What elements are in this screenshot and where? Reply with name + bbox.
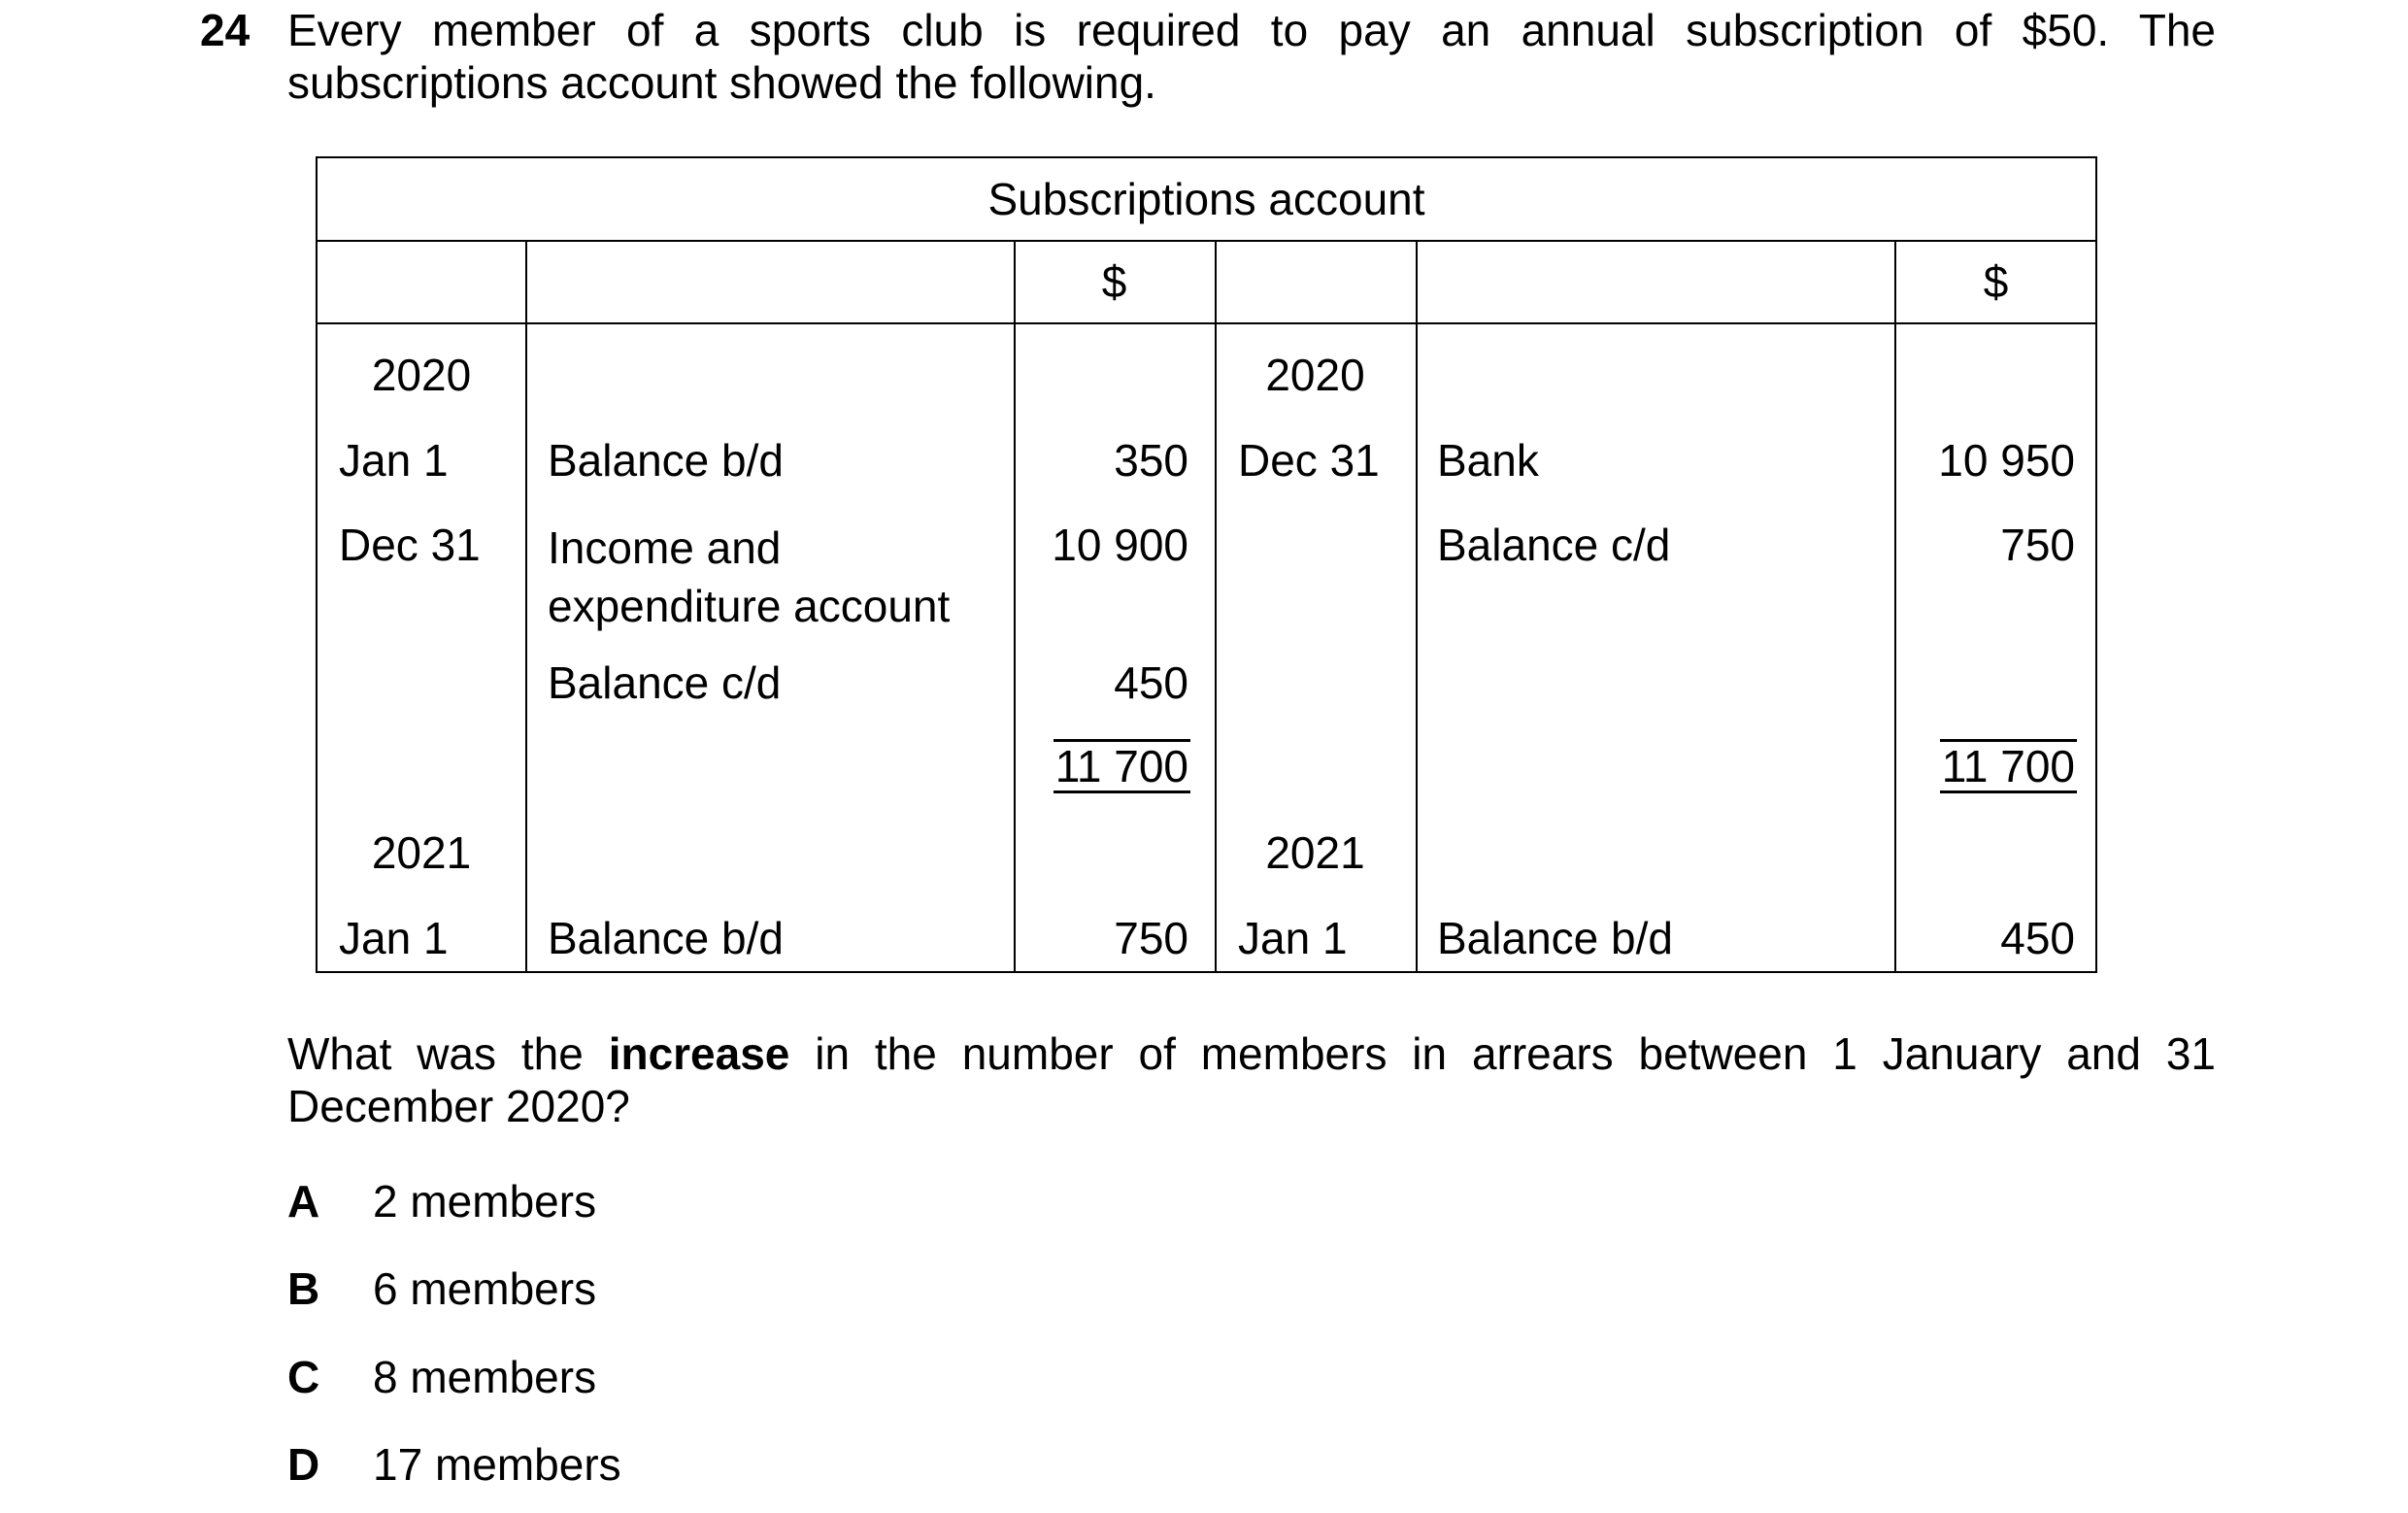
option-text: 6 members [373,1263,597,1314]
question-stem: Every member of a sports club is required to pay an annual subscription of $50. The subscriptions account showed the following. [287,5,2216,108]
option-a[interactable] [287,1175,596,1227]
column-divider [1416,240,1418,971]
debit-year-2020: 2020 [371,350,472,400]
prompt-text-before: What was the [287,1028,584,1079]
credit-row-detail: Bank [1437,435,1539,486]
debit-row-date: Dec 31 [339,520,481,570]
table-title [318,158,2095,242]
debit-currency-header: $ [1101,256,1127,307]
debit-row-amount: 450 [1114,657,1188,708]
question-number: 24 [200,5,251,55]
prompt-emphasis: increase [608,1028,790,1079]
option-text: 2 members [373,1176,597,1227]
debit-bd-date: Jan 1 [339,913,449,963]
credit-currency-header: $ [1983,256,2009,307]
credit-bd-detail: Balance b/d [1437,913,1673,963]
option-letter: C [287,1352,320,1402]
column-divider [1894,240,1896,971]
option-d[interactable] [287,1438,621,1491]
debit-bd-amount: 750 [1114,913,1188,963]
debit-total [1014,739,1190,793]
debit-row-detail: Balance b/d [548,435,784,486]
prompt-text-after: in the number of members in arrears between 1 January and 31 December 2020? [287,1028,2216,1131]
credit-year-2021: 2021 [1265,827,1365,878]
debit-bd-detail: Balance b/d [548,913,784,963]
option-b[interactable] [287,1262,596,1315]
debit-row-amount: 350 [1114,435,1188,486]
table-title-text: Subscriptions account [987,174,1425,224]
credit-total-value: 11 700 [1941,741,2075,791]
column-divider [1014,240,1016,971]
debit-row-detail: Income and expenditure account [548,522,951,631]
credit-bd-amount: 450 [2000,913,2075,963]
debit-row-detail: Balance c/d [548,657,782,708]
debit-row-date: Jan 1 [339,435,449,486]
debit-row-amount: 10 900 [1052,520,1188,570]
column-divider [525,240,527,971]
credit-row-amount: 750 [2000,520,2075,570]
option-c[interactable] [287,1351,596,1403]
debit-year-2021: 2021 [371,827,472,878]
debit-total-value: 11 700 [1054,741,1188,791]
option-letter: D [287,1439,320,1490]
option-text: 8 members [373,1352,597,1402]
option-letter: B [287,1263,320,1314]
option-text: 17 members [373,1439,621,1490]
credit-row-amount: 10 950 [1938,435,2075,486]
question-prompt [287,1027,2216,1132]
option-letter: A [287,1176,320,1227]
credit-row-date: Dec 31 [1238,435,1380,486]
credit-total [1894,739,2077,793]
subscriptions-account-table [316,156,2097,973]
credit-bd-date: Jan 1 [1238,913,1348,963]
credit-row-detail: Balance c/d [1437,520,1671,570]
credit-year-2020: 2020 [1265,350,1365,400]
